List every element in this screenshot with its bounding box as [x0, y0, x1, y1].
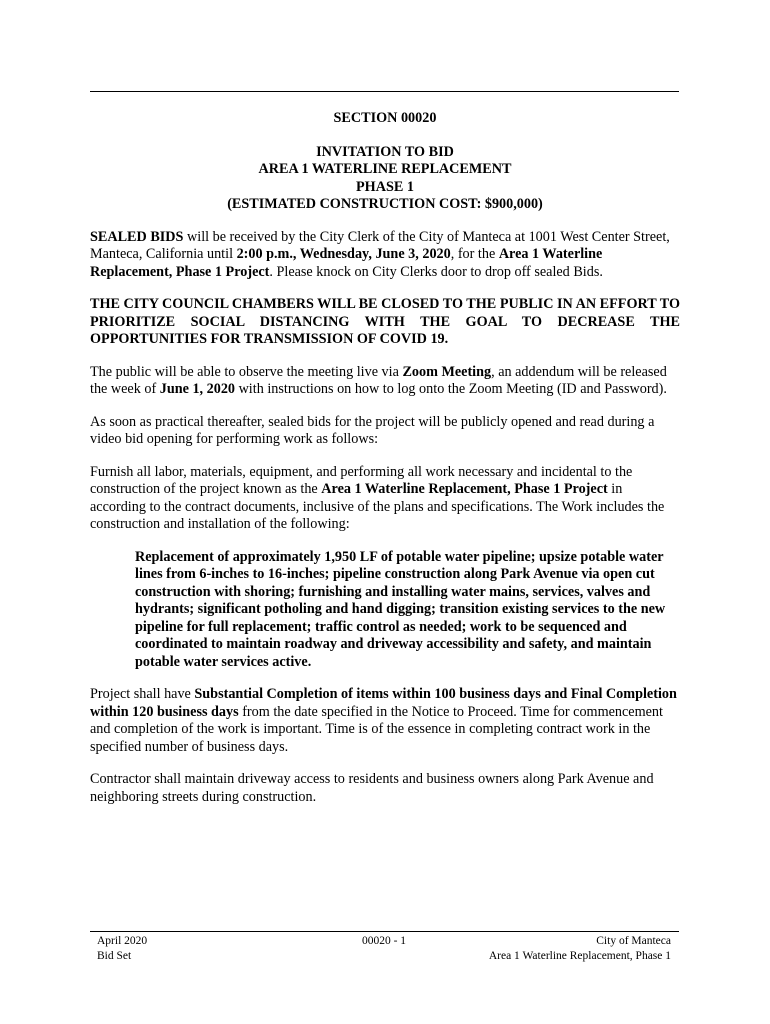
- p3-text-2: , an addendum will be released the week of: [90, 363, 667, 397]
- p7-text-2: from the date specified in the Notice to Proceed. Time for commencement and completion of the work is important. Time is of the essence in completing contract work in the specified number of business days.: [90, 703, 663, 755]
- title-line-1: INVITATION TO BID: [316, 143, 454, 160]
- section-heading: SECTION 00020: [333, 110, 437, 126]
- footer-city: City of Manteca: [596, 935, 671, 947]
- bid-deadline: 2:00 p.m., Wednesday, June 3, 2020: [236, 246, 451, 262]
- sealed-bids-label: SEALED BIDS: [90, 228, 184, 245]
- paragraph-sealed-bids: [90, 229, 680, 282]
- zoom-meeting-label: Zoom Meeting: [402, 363, 492, 380]
- project-name-scope: Area 1 Waterline Replacement, Phase 1 Project: [321, 481, 608, 497]
- footer-bid-set: Bid Set: [97, 950, 132, 962]
- title-line-2: AREA 1 WATERLINE REPLACEMENT: [258, 161, 512, 177]
- p7-text-1: Project shall have: [90, 686, 195, 702]
- project-name: Area 1 Waterline Replacement, Phase 1 Project: [90, 246, 603, 280]
- paragraph-driveway-access: Contractor shall maintain driveway access to residents and business owners along Park Avenue and neighboring streets during construction.: [90, 771, 654, 805]
- title-block: [90, 144, 680, 214]
- p1-text-3: . Please knock on City Clerks door to drop off sealed Bids.: [269, 263, 603, 280]
- footer-date: April 2020: [97, 935, 148, 947]
- paragraph-completion: [90, 686, 680, 756]
- p3-text-1: The public will be able to observe the meeting live via: [90, 363, 403, 380]
- paragraph-scope: [90, 464, 680, 534]
- p5-text-1: Furnish all labor, materials, equipment, and performing all work necessary and incidental to the construction of the project known as the: [90, 463, 633, 497]
- footer-left: [97, 934, 147, 964]
- p5-text-2: in according to the contract documents, inclusive of the plans and specifications. The Work includes the construction and installation of the following:: [90, 481, 665, 532]
- p1-text-1: will be received by the City Clerk of the City of Manteca at 1001 West Center Street, Manteca, California until: [90, 228, 670, 262]
- document-body: [90, 110, 680, 821]
- page-number: 00020 - 1: [361, 935, 407, 947]
- addendum-date: June 1, 2020: [159, 381, 236, 397]
- footer-right: [489, 934, 671, 964]
- footer-rule: [90, 931, 679, 932]
- footer-project: Area 1 Waterline Replacement, Phase 1: [488, 950, 671, 962]
- p1-text-2: , for the: [450, 246, 499, 262]
- p3-text-3: with instructions on how to log onto the Zoom Meeting (ID and Password).: [235, 381, 667, 397]
- paragraph-work-description: Replacement of approximately 1,950 LF of potable water pipeline; upsize potable water lines from 6-inches to 16-inches; pipeline construction along Park Avenue via open cut construction with shoring; furnishing and installing water mains, services, valves and hydrants; significant potholing and hand digging; transition existing services to the new pipeline for full replacement; traffic control as needed; work to be sequenced and coordinated to maintain roadway and driveway accessibility and safety, and maintain potable water services active.: [135, 548, 666, 670]
- title-line-3: PHASE 1: [356, 178, 414, 195]
- header-rule: [90, 91, 679, 92]
- paragraph-closure-notice: THE CITY COUNCIL CHAMBERS WILL BE CLOSED TO THE PUBLIC IN AN EFFORT TO PRIORITIZE SOCIAL DISTANCING WITH THE GOAL TO DECREASE THE OPPORTUNITIES FOR TRANSMISSION OF COVID 19.: [90, 296, 680, 347]
- paragraph-zoom-meeting: [90, 364, 680, 399]
- title-line-4: (ESTIMATED CONSTRUCTION COST: $900,000): [227, 196, 543, 212]
- completion-terms: Substantial Completion of items within 100 business days and Final Completion within 120 business days: [90, 686, 677, 720]
- paragraph-bid-opening: As soon as practical thereafter, sealed bids for the project will be publicly opened and read during a video bid opening for performing work as follows:: [90, 413, 655, 447]
